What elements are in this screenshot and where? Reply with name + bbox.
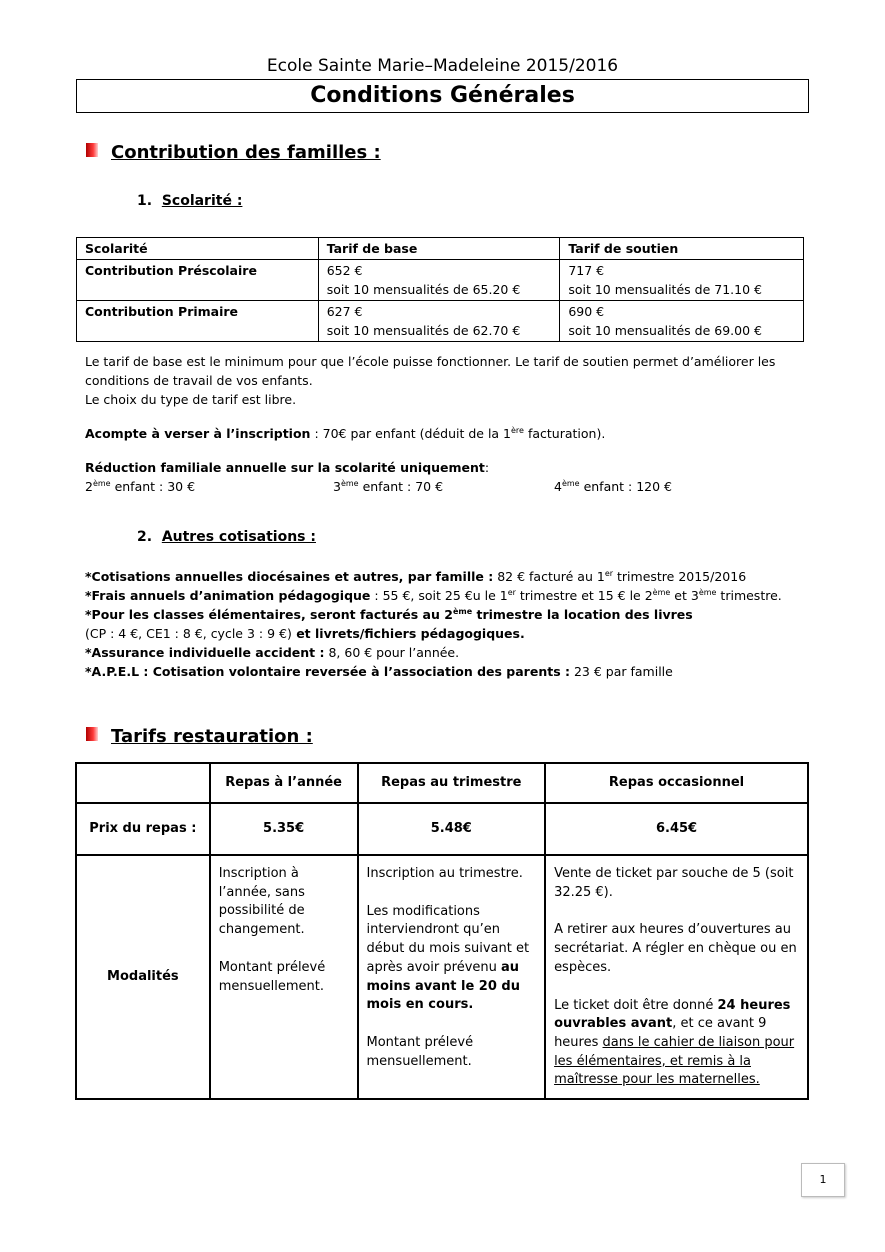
price-cell: 5.35€: [210, 803, 358, 855]
table-row: [77, 301, 804, 342]
superscript: ème: [92, 479, 111, 488]
subsection-number: 1.: [137, 193, 153, 209]
cotisation-label: trimestre la location des livres: [472, 607, 693, 622]
cotisation-text: et 3: [670, 588, 699, 603]
subsection-title: Scolarité :: [161, 193, 243, 209]
cell-line: 690 €: [568, 304, 605, 319]
table-row: [76, 803, 808, 855]
table-cell: [560, 260, 804, 301]
row-label: Modalités: [76, 855, 210, 1099]
superscript: ème: [652, 588, 671, 597]
cell-line: soit 10 mensualités de 65.20 €: [326, 282, 521, 297]
subsection-autres: [137, 529, 316, 545]
superscript: ème: [340, 479, 359, 488]
cotisation-line: [85, 624, 805, 643]
reduction-title: [85, 458, 489, 477]
reduction-num: 3: [333, 479, 341, 494]
modalite-text: Montant prélevé mensuellement.: [218, 959, 326, 994]
reduction-text: enfant : 70 €: [358, 479, 444, 494]
price-cell: 6.45€: [545, 803, 808, 855]
subsection-number: 2.: [137, 529, 153, 545]
reduction-label: Réduction familiale annuelle sur la scolarité uniquement: [85, 460, 485, 475]
subsection-title: Autres cotisations :: [161, 529, 316, 545]
table-cell: [318, 260, 560, 301]
cotisation-label: *Pour les classes élémentaires, seront facturés au 2: [85, 607, 453, 622]
cotisation-text: trimestre.: [716, 588, 782, 603]
page-number: 1: [801, 1163, 845, 1197]
header-cell: Repas occasionnel: [545, 763, 808, 803]
header-cell: Tarif de base: [318, 238, 560, 260]
modalite-text: A retirer aux heures d’ouvertures au secrétariat. A régler en chèque ou en espèces.: [554, 922, 797, 975]
cotisation-text: : 55 €, soit 25 €u le 1: [370, 588, 508, 603]
cell-line: 627 €: [326, 304, 363, 319]
cell-line: soit 10 mensualités de 62.70 €: [326, 323, 521, 338]
modalite-text: Inscription à l’année, sans possibilité de changement.: [218, 866, 305, 938]
modalite-bold: 24 heures ouvrables avant: [554, 997, 791, 1032]
row-label: Contribution Primaire: [77, 301, 319, 342]
section-contribution-title: Contribution des familles :: [111, 142, 381, 163]
table-header-row: [76, 763, 808, 803]
cotisation-text: 82 € facturé au 1: [493, 569, 605, 584]
cotisation-label: *Frais annuels d’animation pédagogique: [85, 588, 371, 603]
restauration-table: [75, 762, 809, 1100]
modalite-text: Montant prélevé mensuellement.: [366, 1034, 474, 1069]
table-cell: [318, 301, 560, 342]
cotisation-text: (CP : 4 €, CE1 : 8 €, cycle 3 : 9 €): [85, 626, 292, 641]
table-row: [77, 260, 804, 301]
note-line: conditions de travail de vos enfants.: [85, 373, 313, 388]
cotisation-line: [85, 643, 805, 662]
modalite-cell: [545, 855, 808, 1099]
header-cell: Scolarité: [77, 238, 319, 260]
cell-line: 652 €: [326, 263, 363, 278]
empty-cell: [76, 763, 210, 803]
superscript: ème: [452, 607, 473, 616]
modalite-cell: [358, 855, 546, 1099]
tarif-note: [85, 352, 805, 409]
table-header-row: [77, 238, 804, 260]
note-line: Le tarif de base est le minimum pour que l’école puisse fonctionner. Le tarif de soutien permet d’améliorer les: [85, 354, 776, 369]
reduction-item: [333, 477, 443, 496]
cotisation-line: [85, 586, 805, 605]
cotisation-text: 8, 60 € pour l’année.: [324, 645, 460, 660]
superscript: er: [507, 588, 516, 597]
cotisation-text: trimestre 2015/2016: [613, 569, 747, 584]
price-cell: 5.48€: [358, 803, 546, 855]
cotisation-line: [85, 605, 805, 624]
modalite-bold: au moins avant le 20 du mois en cours.: [366, 959, 520, 1013]
modalite-text-part: Les modifications interviendront qu’en début du mois suivant et après avoir prévenu: [366, 903, 530, 975]
red-bullet-icon: [86, 727, 98, 741]
reduction-colon: :: [484, 460, 490, 475]
modalite-text: [367, 903, 537, 1015]
cotisation-label: *Assurance individuelle accident :: [85, 645, 325, 660]
header-cell: Tarif de soutien: [560, 238, 804, 260]
modalite-text-part: Le ticket doit être donné: [554, 997, 718, 1013]
header-cell: Repas au trimestre: [358, 763, 546, 803]
row-label: Contribution Préscolaire: [77, 260, 319, 301]
reduction-item: [85, 477, 195, 496]
header-cell: Repas à l’année: [210, 763, 358, 803]
superscript: ère: [511, 426, 524, 435]
note-line: Le choix du type de tarif est libre.: [85, 392, 297, 407]
reduction-item: [554, 477, 672, 496]
cotisation-label: et livrets/fichiers pédagogiques.: [291, 626, 525, 641]
subsection-scolarite: [137, 193, 242, 209]
cotisation-line: [85, 567, 805, 586]
modalite-underlined: dans le cahier de liaison pour les élémentaires, et remis à la maîtresse pour les maternelles.: [554, 1034, 795, 1088]
table-cell: [560, 301, 804, 342]
reduction-text: enfant : 120 €: [579, 479, 673, 494]
reduction-num: 4: [554, 479, 562, 494]
reduction-text: enfant : 30 €: [110, 479, 196, 494]
cotisation-label: *Cotisations annuelles diocésaines et autres, par famille :: [85, 569, 494, 584]
acompte-text: : 70€ par enfant (déduit de la 1: [310, 426, 511, 441]
cotisations-list: [85, 567, 805, 681]
cotisation-label: *A.P.E.L : Cotisation volontaire reversée à l’association des parents :: [85, 664, 570, 679]
scolarite-table: [76, 237, 804, 342]
section-restauration-title: Tarifs restauration :: [111, 726, 313, 747]
school-header: Ecole Sainte Marie–Madeleine 2015/2016: [266, 56, 619, 76]
modalite-cell: [210, 855, 358, 1099]
row-label: Prix du repas :: [76, 803, 210, 855]
cotisation-text: 23 € par famille: [570, 664, 673, 679]
modalite-text: Inscription au trimestre.: [366, 866, 523, 881]
superscript: er: [604, 569, 614, 578]
cotisation-line: [85, 662, 805, 681]
modalite-text: Vente de ticket par souche de 5 (soit 32.25 €).: [554, 866, 794, 900]
cell-line: soit 10 mensualités de 71.10 €: [568, 282, 762, 297]
acompte-line: [85, 424, 605, 443]
superscript: ème: [561, 479, 580, 488]
table-row: [76, 855, 808, 1099]
reduction-num: 2: [85, 479, 93, 494]
page-title: Conditions Générales: [76, 79, 809, 113]
superscript: ème: [698, 588, 717, 597]
acompte-text: facturation).: [523, 426, 606, 441]
red-bullet-icon: [86, 143, 98, 157]
cell-line: 717 €: [568, 263, 605, 278]
cell-line: soit 10 mensualités de 69.00 €: [568, 323, 762, 338]
cotisation-text: trimestre et 15 € le 2: [515, 588, 653, 603]
modalite-text: [554, 997, 799, 1091]
modalite-text-part: , et ce avant 9 heures: [554, 1016, 767, 1050]
acompte-label: Acompte à verser à l’inscription: [85, 426, 311, 441]
